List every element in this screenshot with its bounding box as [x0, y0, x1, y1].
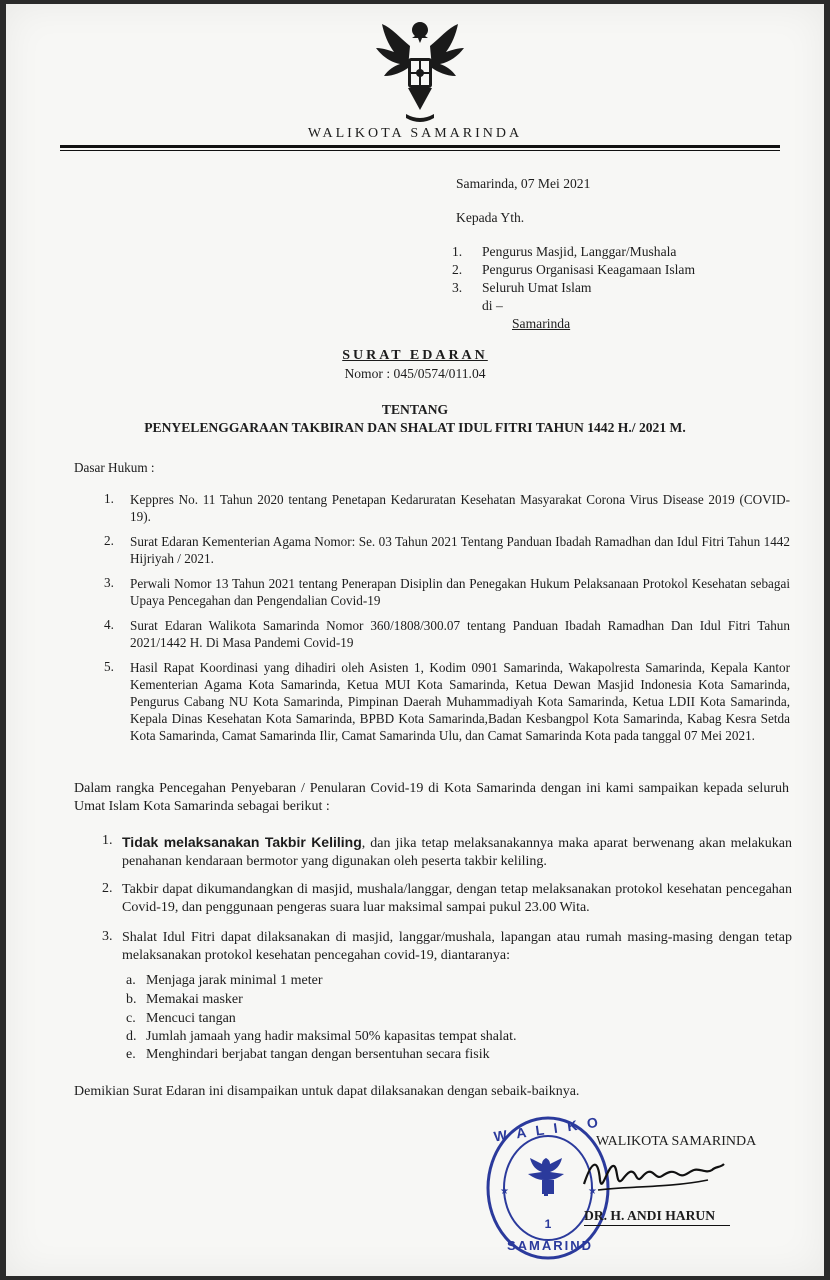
- svg-text:★: ★: [500, 1186, 509, 1197]
- document-number: Nomor : 045/0574/011.04: [344, 366, 486, 381]
- closing-paragraph: Demikian Surat Edaran ini disampaikan untuk dapat dilaksanakan dengan sebaik-baiknya.: [74, 1084, 580, 1099]
- sub-rule-letter: d.: [126, 1029, 137, 1044]
- svg-text:1: 1: [544, 1217, 552, 1231]
- recipient-text: Seluruh Umat Islam: [482, 280, 592, 295]
- sub-rule-text: Jumlah jamaah yang hadir maksimal 50% kapasitas tempat shalat.: [146, 1029, 517, 1044]
- intro-paragraph: Dalam rangka Pencegahan Penyebaran / Penularan Covid-19 di Kota Samarinda dengan ini kami sampaikan kepada seluruh Umat Islam Kota Samarinda sebagai berikut :: [74, 781, 789, 814]
- letter-page: [6, 4, 824, 1276]
- legal-basis-number: 5.: [104, 659, 114, 674]
- recipient-at: di –: [482, 298, 503, 313]
- document-subject: PENYELENGGARAAN TAKBIRAN DAN SHALAT IDUL FITRI TAHUN 1442 H./ 2021 M.: [144, 420, 686, 435]
- legal-basis-heading: Dasar Hukum :: [74, 460, 155, 475]
- recipient-text: Pengurus Organisasi Keagamaan Islam: [482, 262, 696, 277]
- rule-number: 2.: [102, 881, 113, 896]
- sub-rule-text: Menghindari berjabat tangan dengan bersentuhan secara fisik: [146, 1047, 490, 1062]
- handwritten-signature-icon: [578, 1150, 728, 1200]
- about-label: TENTANG: [381, 402, 449, 417]
- svg-text:SAMARIND: SAMARIND: [506, 1238, 594, 1253]
- recipient-number: 2.: [452, 262, 463, 277]
- legal-basis-item: Surat Edaran Kementerian Agama Nomor: Se. 03 Tahun 2021 Tentang Panduan Ibadah Ramadhan dan Idul Fitri Tahun 1442 Hijriyah / 2021.: [130, 534, 790, 566]
- signatory-name-underline: [584, 1225, 730, 1226]
- sub-rule-letter: c.: [126, 1011, 136, 1026]
- sub-rule-letter: b.: [126, 992, 137, 1007]
- rule-item: [122, 833, 792, 871]
- legal-basis-item: Hasil Rapat Koordinasi yang dihadiri oleh Asisten 1, Kodim 0901 Samarinda, Wakapolresta Samarinda, Kepala Kantor Kementerian Agama Kota Samarinda, Ketua MUI Kota Samarinda, Ketua Dewan Masjid Indonesia Kota Samarinda, Pengurus Cabang NU Kota Samarinda, Pimpinan Daerah Muhammadiyah Kota Samarinda, Ketua LDII Kota Samarinda, Kepala Dinas Kesehatan Kota Samarinda, BPBD Kota Samarinda,Badan Kesbangpol Kota Samarinda, Kabag Kesra Setda Kota Samarinda, Camat Samarinda Ilir, Camat Samarinda Ulu, dan Camat Samarinda Kota pada tanggal 07 Mei 2021.: [130, 660, 790, 743]
- legal-basis-number: 4.: [104, 617, 114, 632]
- legal-basis-item: Surat Edaran Walikota Samarinda Nomor 360/1808/300.07 tentang Panduan Ibadah Ramadhan Dan Idul Fitri Tahun 2021/1442 H. Di Masa Pandemi Covid-19: [130, 618, 790, 650]
- place-date: Samarinda, 07 Mei 2021: [456, 176, 591, 191]
- svg-text:★: ★: [588, 1186, 597, 1197]
- recipient-text: Pengurus Masjid, Langgar/Mushala: [482, 244, 677, 259]
- letterhead-rule-thin: [60, 150, 780, 151]
- rule-text: , dan jika tetap melaksanakannya maka aparat berwenang akan melakukan penahanan kendaraan bermotor yang digunakan oleh peserta takbir keliling.: [122, 836, 792, 869]
- sub-rule-text: Mencuci tangan: [146, 1011, 236, 1026]
- rule-number: 3.: [102, 929, 113, 944]
- sub-rule-text: Memakai masker: [146, 992, 243, 1007]
- legal-basis-number: 1.: [104, 491, 114, 506]
- sub-rule-letter: e.: [126, 1047, 136, 1062]
- svg-text:W A L I K O: W A L I K O: [492, 1114, 602, 1145]
- legal-basis-number: 2.: [104, 533, 114, 548]
- rule-item: Shalat Idul Fitri dapat dilaksanakan di masjid, langgar/mushala, lapangan atau rumah masing-masing dengan tetap melaksanakan protokol kesehatan pencegahan covid-19, diantaranya:: [122, 930, 792, 963]
- letterhead-rule-thick: [60, 145, 780, 148]
- rule-number: 1.: [102, 833, 113, 848]
- garuda-pancasila-icon: [370, 18, 470, 130]
- legal-basis-item: Perwali Nomor 13 Tahun 2021 tentang Penerapan Disiplin dan Penegakan Hukum Pelaksanaan Protokol Kesehatan sebagai Upaya Pencegahan dan Pengendalian Covid-19: [130, 576, 790, 608]
- greeting: Kepada Yth.: [456, 210, 525, 225]
- rule-emphasis: Tidak melaksanakan Takbir Keliling: [122, 834, 362, 850]
- signatory-title: WALIKOTA SAMARINDA: [596, 1134, 757, 1149]
- sub-rule-text: Menjaga jarak minimal 1 meter: [146, 973, 323, 988]
- document-type: SURAT EDARAN: [342, 348, 488, 363]
- letterhead-title: WALIKOTA SAMARINDA: [307, 126, 523, 141]
- legal-basis-item: Keppres No. 11 Tahun 2020 tentang Penetapan Kedaruratan Kesehatan Masyarakat Corona Virus Disease 2019 (COVID-19).: [130, 492, 790, 524]
- rule-item: Takbir dapat dikumandangkan di masjid, mushala/langgar, dengan tetap melaksanakan protokol kesehatan pencegahan Covid-19, dan penggunaan pengeras suara luar maksimal sampai pukul 23.00 Wita.: [122, 882, 792, 915]
- legal-basis-number: 3.: [104, 575, 114, 590]
- recipient-number: 3.: [452, 280, 463, 295]
- recipient-number: 1.: [452, 244, 463, 259]
- sub-rule-letter: a.: [126, 973, 136, 988]
- signatory-name: DR. H. ANDI HARUN: [584, 1208, 716, 1223]
- recipient-city: Samarinda: [512, 316, 571, 331]
